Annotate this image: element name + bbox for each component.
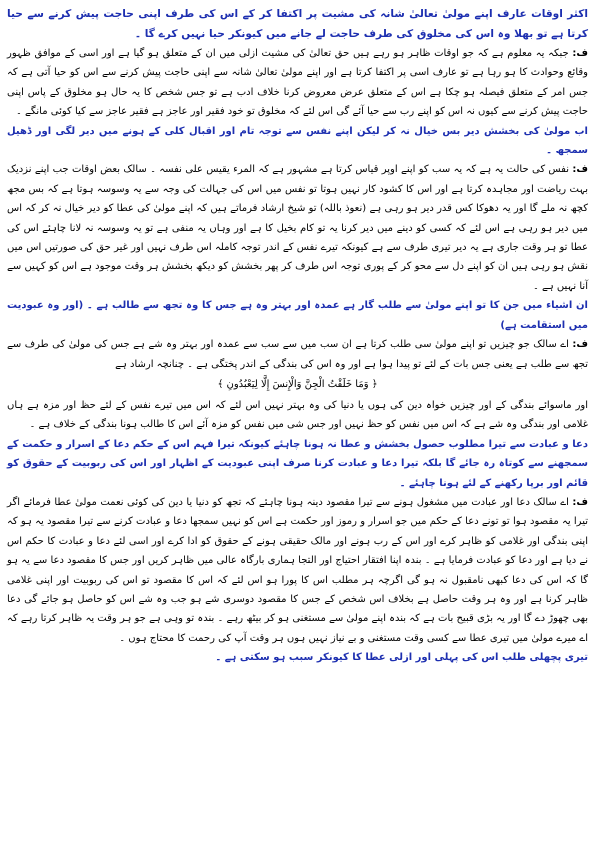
quran-verse: ﴿ وَمَا خَلَقْتُ الْجِنَّ وَالْإِنسَ إِلَّا لِيَعْبُدُونِ ﴾ [217, 378, 378, 390]
paragraph-5-marker: ف: [572, 496, 589, 508]
heading-4: دعا و عبادت سے تیرا مطلوب حصول بخشش و عطا نہ ہونا چاہئے کیونکہ تیرا فہم اس کے حکم دعا کے اسرار و حکمت کے سمجھنے سے کوتاہ رہ جائے گا بلکہ تیرا دعا و عبادت کرنا صرف اپنی عبودیت کے اظہار اور اس کی ربوبیت کے حقوق کو قائم اور برپا رکھنے کے لئے ہونا چاہئے ۔ [7, 438, 588, 489]
heading-3: ان اشیاء میں جن کا تو اپنے مولیٰ سے طلب گار ہے عمدہ اور بہتر وہ ہے جس کا وہ تجھ سے طالب ہے ۔ (اور وہ عبودیت میں استقامت ہے) [7, 300, 588, 331]
paragraph-2-marker: ف: [572, 164, 588, 176]
paragraph-3 [7, 335, 588, 374]
paragraph-1-marker: ف: [572, 48, 588, 59]
heading-2: اب مولیٰ کی بخشش دیر بس خیال نہ کر لیکن اپنے نفس سے توجہ تام اور اقبال کلی کے ہونے میں دیر لگی اور ڈھیل سمجھ ۔ [7, 125, 588, 157]
paragraph-2-text: نفس کی حالت یہ ہے کہ یہ سب کو اپنے اوپر قیاس کرتا ہے مشہور ہے کہ المرء یقیس علی نفسہ ۔ سالک بعض اوقات جب اپنے نزدیک بہت ریاضت اور مجاہدہ کرتا ہے اور اس کا کشود کار نہیں ہوتا تو نفس میں اس کی جہالت کی وجہ سے یہ وسوسہ ہوتا ہے کہ بس مجھ کچھ نہ ملے گا اور یہ دھوکا کس قدر دیر ہو رہی ہے (نعوذ باللہ) تو شیخ ارشاد فرماتے ہیں کہ اپنے مولیٰ کی عطا کو دیر خیال نہ کر کہ اس میں دیر ہو رہی ہے اس لئے کہ کسی کو دینے میں دیر کرنا یہ تو کام بخیل کا ہے اور وہاں یہ منفی ہے تو یہ وسوسہ نہ لانا چاہئے اس کی عطا تو ہر وقت جاری ہے یہ دیر تیری طرف سے ہے کیونکہ تیرے نفس کے اندر توجہ کاملہ اس طرف نہیں اور غیر حق کی صورتیں اس میں نقش ہو رہی ہیں ان کو اپنے دل سے محو کر کے پوری توجہ اس طرف کر پھر بخشش کو دیکھ بخشش ہر وقت موجود ہے اس کو کہیں سے آنا نہیں ہے ۔ [7, 164, 588, 292]
paragraph-3-marker: ف: [572, 339, 588, 351]
paragraph-1-text: جبکہ یہ معلوم ہے کہ جو اوقات ظاہر ہو رہے ہیں حق تعالیٰ کی مشیت ازلی میں ان کے متعلق ہو گیا ہے اور اسی کے موافق ظہور وقائع وحوادث کا ہو رہا ہے تو عارف اسی پر اکتفا کرتا ہے اور اپنے مولیٰ تعالیٰ شانہ سے اپنی حاجت پیش کرنے سے اس کو حیا آتی ہے کہ جس امر کے متعلق فیصلہ ہو چکا ہے اس کے متعلق عرض معروض کرنا خلاف ادب ہے تو جس شخص کا یہ حال ہو مخلوق کے پاس اپنی حاجت پیش کرنے سے کیوں نہ اس کو اپنے رب سے حیا آئے گی اس لئے کہ مخلوق تو خود فقیر اور عاجز ہے فقیر عاجز سے کیا کوئی مانگے ۔ [7, 48, 588, 118]
paragraph-5 [7, 493, 588, 648]
paragraph-4: اور ماسوائے بندگی کے اور چیزیں خواہ دین کی ہوں یا دنیا کی وہ بہتر نہیں اس لئے کہ اس میں تیرے نفس کے لئے حظ اور مزہ ہے ہاں غلامی اور بندگی وہ شے ہے کہ اس میں نفس کو حظ نہیں اور جس شی میں نفس کو مزہ آئے اس کا طالب ہونا بندگی کے خلاف ہے ۔ [7, 399, 588, 431]
heading-1: اکثر اوقات عارف اپنے مولیٰ تعالیٰ شانہ کی مشیت پر اکتفا کر کے اس کی طرف اپنی حاجت پیش کرنے سے حیا کرتا ہے تو بھلا وہ اس کی مخلوق کی طرف حاجت لے جانے میں کیونکر حیا نہیں کرے گا ۔ [7, 8, 588, 40]
paragraph-5-text: اے سالک دعا اور عبادت میں مشغول ہونے سے تیرا مقصود دینہ ہونا چاہئے کہ تجھ کو دنیا یا دین کی کوئی نعمت مولیٰ عطا فرمائے اگر تیرا یہ مقصود ہوا تو تونے دعا کے حکم میں جو اسرار و رموز اور حکمت ہے اس کو نہیں سمجھا دعا و عبادت کرنے سے تیرا مقصود یہ ہو کہ اپنی بندگی اور غلامی کو ظاہر کرے اور اس کے رب ہونے اور مالک حقیقی ہونے کے حقوق کو ادا کرے اور اسی لئے دعا و عبادت کا حکم اس نے دیا ہے اور دعا کو عبادت فرمایا ہے ۔ بندہ اپنا افتقار احتیاج اور التجا ہماری بارگاہ عالی میں ظاہر کریں اور جس کا مقصود دعا سے یہ ہو گا کہ اس کی دعا کبھی نامقبول نہ ہو گی اگرچہ ہر مطلب اس کا پورا ہو اس لئے کہ اس کا مقصود تو اس کی ربوبیت اور اپنی غلامی ظاہر کرنا ہے اور وہ ہر وقت حاصل ہے بخلاف اس شخص کے جس کا مقصود دوسری شے ہو جب وہ شے اس کو حاصل ہو جائے گی دعا بھی چھوڑ دے گا اور یہ بڑی قبیح بات ہے کہ بندہ اپنے مولیٰ سے مستغنی ہو کر بیٹھ رہے ۔ بندہ تو وہی ہے جو ہر وقت یہ ظاہر کرتا رہے کہ اے میرے مولیٰ میں تیری عطا سے کسی وقت مستغنی و بے نیاز نہیں ہوں ہر وقت آپ کی رحمت کا محتاج ہوں ۔ [7, 496, 588, 644]
paragraph-3-text: اے سالک جو چیزیں تو اپنے مولیٰ سی طلب کرتا ہے ان سب میں سے سب سے عمدہ اور بہتر وہ شے ہے جس کی مولیٰ کی طرف سے تجھ سے طلب ہے یعنی جس بات کے لئے تو پیدا ہوا ہے اور وہ اس کی بندگی کے اندر پختگی ہے ۔ چنانچہ ارشاد ہے [7, 339, 588, 370]
paragraph-1 [7, 44, 588, 122]
paragraph-2 [7, 160, 588, 296]
heading-5: تیری پچھلی طلب اس کی پہلی اور ازلی عطا کا کیونکر سبب ہو سکتی ہے ۔ [215, 652, 588, 664]
